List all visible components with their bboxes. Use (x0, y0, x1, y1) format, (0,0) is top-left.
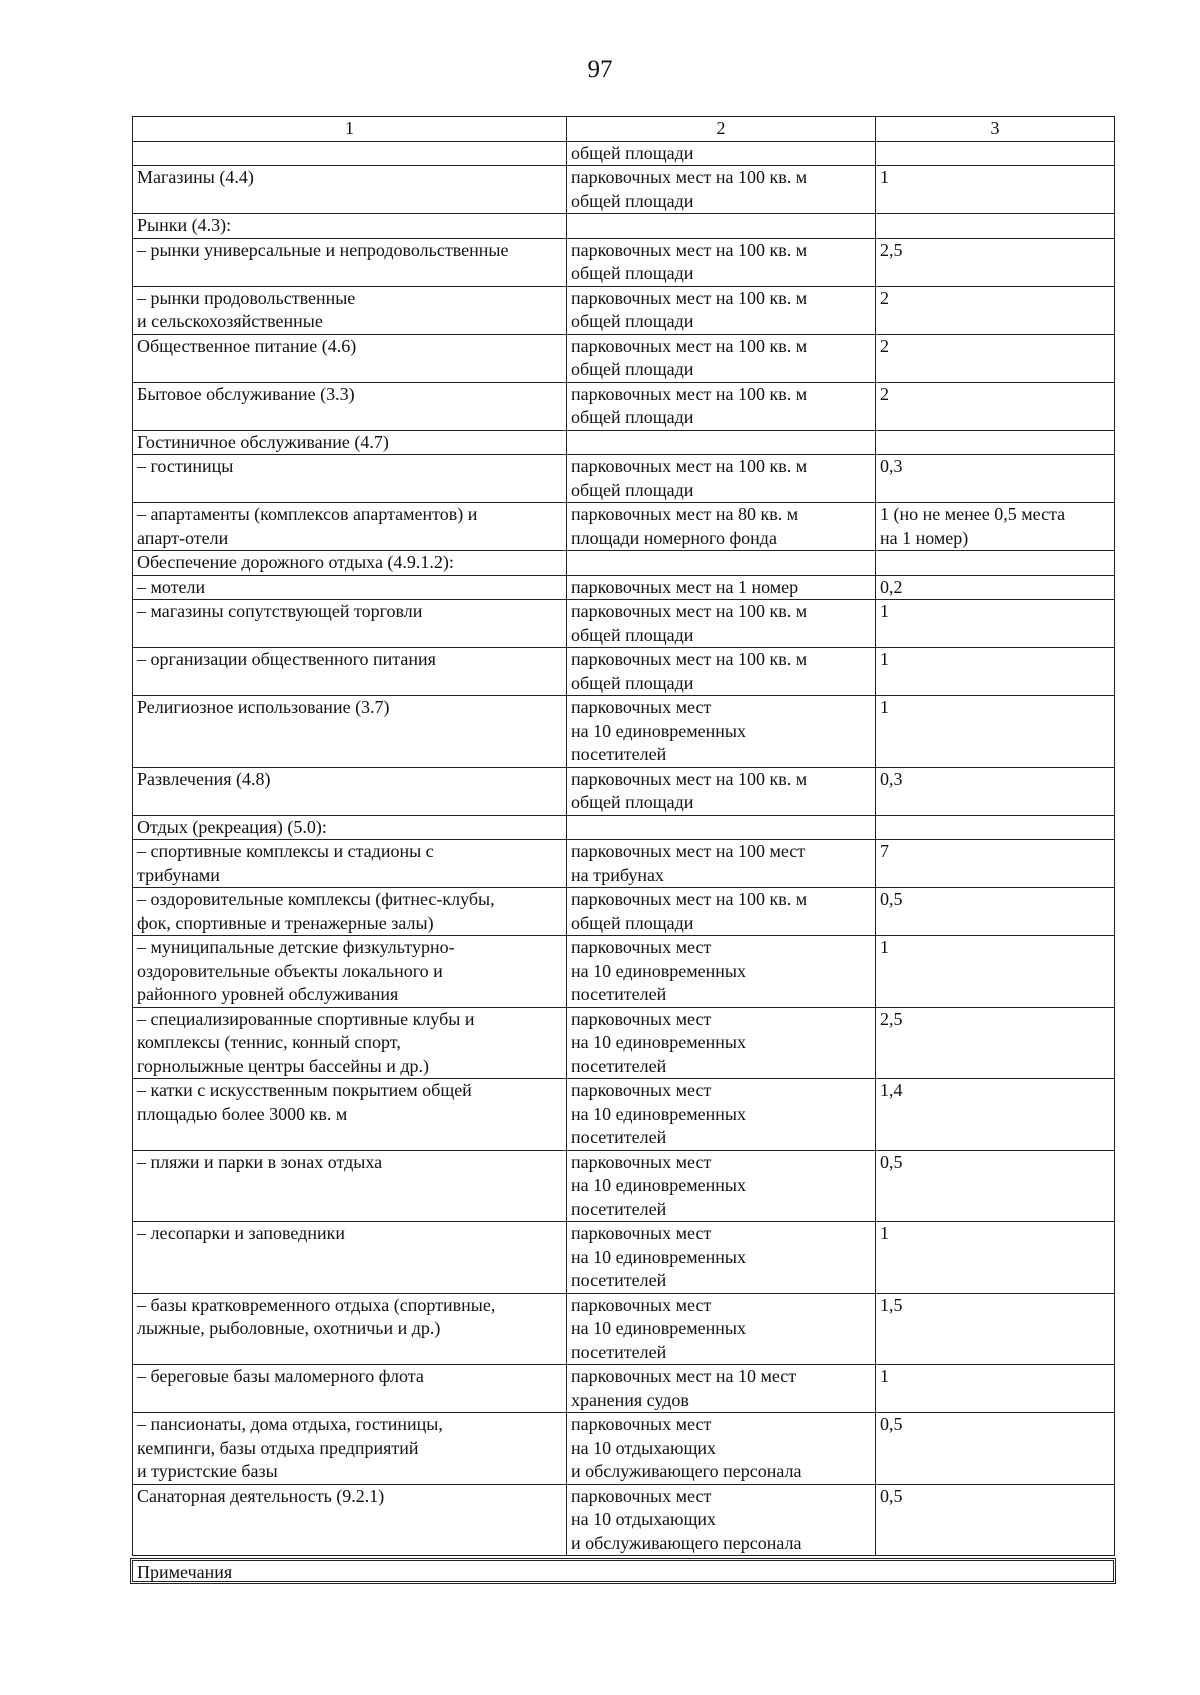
notes-row: Примечания (132, 1560, 1114, 1582)
norm-cell: 0,5 (876, 1484, 1115, 1556)
norm-cell (876, 551, 1115, 576)
table-row (133, 648, 1115, 696)
unit-cell: парковочных мест на 10 единовременных посетителей (567, 696, 876, 768)
unit-cell: парковочных мест на 100 кв. м общей площади (567, 767, 876, 815)
table-row (133, 1079, 1115, 1151)
table-body (133, 117, 1115, 1556)
parking-norms-sheet (132, 116, 1114, 1582)
table-row (133, 503, 1115, 551)
table-row (133, 1150, 1115, 1222)
norm-cell: 0,5 (876, 1413, 1115, 1485)
table-row (133, 214, 1115, 239)
activity-cell: – оздоровительные комплексы (фитнес-клубы, фок, спортивные и тренажерные залы) (133, 888, 567, 936)
activity-cell: – магазины сопутствующей торговли (133, 600, 567, 648)
unit-cell: парковочных мест на 10 единовременных посетителей (567, 1222, 876, 1294)
norm-cell: 2,5 (876, 238, 1115, 286)
activity-cell: Общественное питание (4.6) (133, 334, 567, 382)
norm-cell: 0,3 (876, 455, 1115, 503)
activity-cell: Развлечения (4.8) (133, 767, 567, 815)
activity-cell (133, 141, 567, 166)
unit-cell (567, 430, 876, 455)
unit-cell: общей площади (567, 141, 876, 166)
norm-cell: 0,5 (876, 888, 1115, 936)
activity-cell: Магазины (4.4) (133, 166, 567, 214)
norm-cell: 0,5 (876, 1150, 1115, 1222)
unit-cell (567, 551, 876, 576)
table-row (133, 286, 1115, 334)
table-row (133, 815, 1115, 840)
unit-cell: парковочных мест на 100 кв. м общей площади (567, 600, 876, 648)
column-number-row (133, 117, 1115, 142)
activity-cell: – мотели (133, 575, 567, 600)
norm-cell: 1 (876, 1222, 1115, 1294)
unit-cell: парковочных мест на 100 кв. м общей площади (567, 334, 876, 382)
norm-cell: 1,4 (876, 1079, 1115, 1151)
table-row (133, 1007, 1115, 1079)
table-row (133, 696, 1115, 768)
activity-cell: – рынки продовольственные и сельскохозяйственные (133, 286, 567, 334)
activity-cell: – спортивные комплексы и стадионы с трибунами (133, 840, 567, 888)
table-row (133, 600, 1115, 648)
table-row (133, 936, 1115, 1008)
activity-cell: – пляжи и парки в зонах отдыха (133, 1150, 567, 1222)
unit-cell: парковочных мест на 1 номер (567, 575, 876, 600)
table-row (133, 575, 1115, 600)
unit-cell: парковочных мест на 100 кв. м общей площади (567, 166, 876, 214)
table-row (133, 767, 1115, 815)
table-row (133, 1222, 1115, 1294)
unit-cell: парковочных мест на 80 кв. м площади номерного фонда (567, 503, 876, 551)
table-row (133, 238, 1115, 286)
activity-cell: – катки с искусственным покрытием общей площадью более 3000 кв. м (133, 1079, 567, 1151)
activity-cell: Санаторная деятельность (9.2.1) (133, 1484, 567, 1556)
activity-cell: – лесопарки и заповедники (133, 1222, 567, 1294)
activity-cell: – базы кратковременного отдыха (спортивные, лыжные, рыболовные, охотничьи и др.) (133, 1293, 567, 1365)
unit-cell: парковочных мест на 10 единовременных посетителей (567, 1293, 876, 1365)
norm-cell: 1,5 (876, 1293, 1115, 1365)
norm-cell: 2 (876, 334, 1115, 382)
activity-cell: Бытовое обслуживание (3.3) (133, 382, 567, 430)
activity-cell: Рынки (4.3): (133, 214, 567, 239)
table-row (133, 430, 1115, 455)
norm-cell: 0,2 (876, 575, 1115, 600)
unit-cell: парковочных мест на 100 кв. м общей площади (567, 888, 876, 936)
table-row (133, 1293, 1115, 1365)
norm-cell (876, 141, 1115, 166)
unit-cell: парковочных мест на 100 кв. м общей площади (567, 455, 876, 503)
table-row (133, 382, 1115, 430)
table-row (133, 166, 1115, 214)
unit-cell: парковочных мест на 100 кв. м общей площади (567, 238, 876, 286)
unit-cell: парковочных мест на 10 единовременных посетителей (567, 1007, 876, 1079)
unit-cell: парковочных мест на 10 единовременных посетителей (567, 1079, 876, 1151)
table-row (133, 1365, 1115, 1413)
norm-cell: 1 (876, 166, 1115, 214)
norm-cell: 1 (876, 1365, 1115, 1413)
column-number-cell: 2 (567, 117, 876, 142)
activity-cell: – муниципальные детские физкультурно- оздоровительные объекты локального и районного уровней обслуживания (133, 936, 567, 1008)
table-row (133, 551, 1115, 576)
norm-cell: 1 (876, 648, 1115, 696)
norm-cell: 1 (876, 600, 1115, 648)
unit-cell: парковочных мест на 10 отдыхающих и обслуживающего персонала (567, 1413, 876, 1485)
norm-cell: 2 (876, 382, 1115, 430)
unit-cell: парковочных мест на 10 единовременных посетителей (567, 1150, 876, 1222)
activity-cell: – береговые базы маломерного флота (133, 1365, 567, 1413)
unit-cell: парковочных мест на 10 мест хранения судов (567, 1365, 876, 1413)
unit-cell: парковочных мест на 100 кв. м общей площади (567, 382, 876, 430)
unit-cell: парковочных мест на 10 отдыхающих и обслуживающего персонала (567, 1484, 876, 1556)
activity-cell: – рынки универсальные и непродовольственные (133, 238, 567, 286)
norm-cell: 0,3 (876, 767, 1115, 815)
table-row (133, 1413, 1115, 1485)
table-row (133, 141, 1115, 166)
table-row (133, 455, 1115, 503)
unit-cell: парковочных мест на 100 мест на трибунах (567, 840, 876, 888)
activity-cell: – апартаменты (комплексов апартаментов) и апарт-отели (133, 503, 567, 551)
activity-cell: Гостиничное обслуживание (4.7) (133, 430, 567, 455)
activity-cell: – специализированные спортивные клубы и комплексы (теннис, конный спорт, горнолыжные центры бассейны и др.) (133, 1007, 567, 1079)
parking-norms-table (132, 116, 1115, 1556)
unit-cell: парковочных мест на 100 кв. м общей площади (567, 286, 876, 334)
norm-cell: 2 (876, 286, 1115, 334)
norm-cell: 1 (876, 936, 1115, 1008)
activity-cell: – пансионаты, дома отдыха, гостиницы, кемпинги, базы отдыха предприятий и туристские базы (133, 1413, 567, 1485)
unit-cell: парковочных мест на 10 единовременных посетителей (567, 936, 876, 1008)
page-number: 97 (587, 56, 613, 83)
unit-cell (567, 214, 876, 239)
column-number-cell: 3 (876, 117, 1115, 142)
activity-cell: – организации общественного питания (133, 648, 567, 696)
unit-cell: парковочных мест на 100 кв. м общей площади (567, 648, 876, 696)
norm-cell: 1 (но не менее 0,5 места на 1 номер) (876, 503, 1115, 551)
norm-cell (876, 214, 1115, 239)
norm-cell: 2,5 (876, 1007, 1115, 1079)
norm-cell: 1 (876, 696, 1115, 768)
table-row (133, 1484, 1115, 1556)
unit-cell (567, 815, 876, 840)
table-row (133, 888, 1115, 936)
norm-cell (876, 430, 1115, 455)
column-number-cell: 1 (133, 117, 567, 142)
norm-cell: 7 (876, 840, 1115, 888)
activity-cell: – гостиницы (133, 455, 567, 503)
table-row (133, 840, 1115, 888)
activity-cell: Отдых (рекреация) (5.0): (133, 815, 567, 840)
activity-cell: Религиозное использование (3.7) (133, 696, 567, 768)
norm-cell (876, 815, 1115, 840)
activity-cell: Обеспечение дорожного отдыха (4.9.1.2): (133, 551, 567, 576)
table-row (133, 334, 1115, 382)
